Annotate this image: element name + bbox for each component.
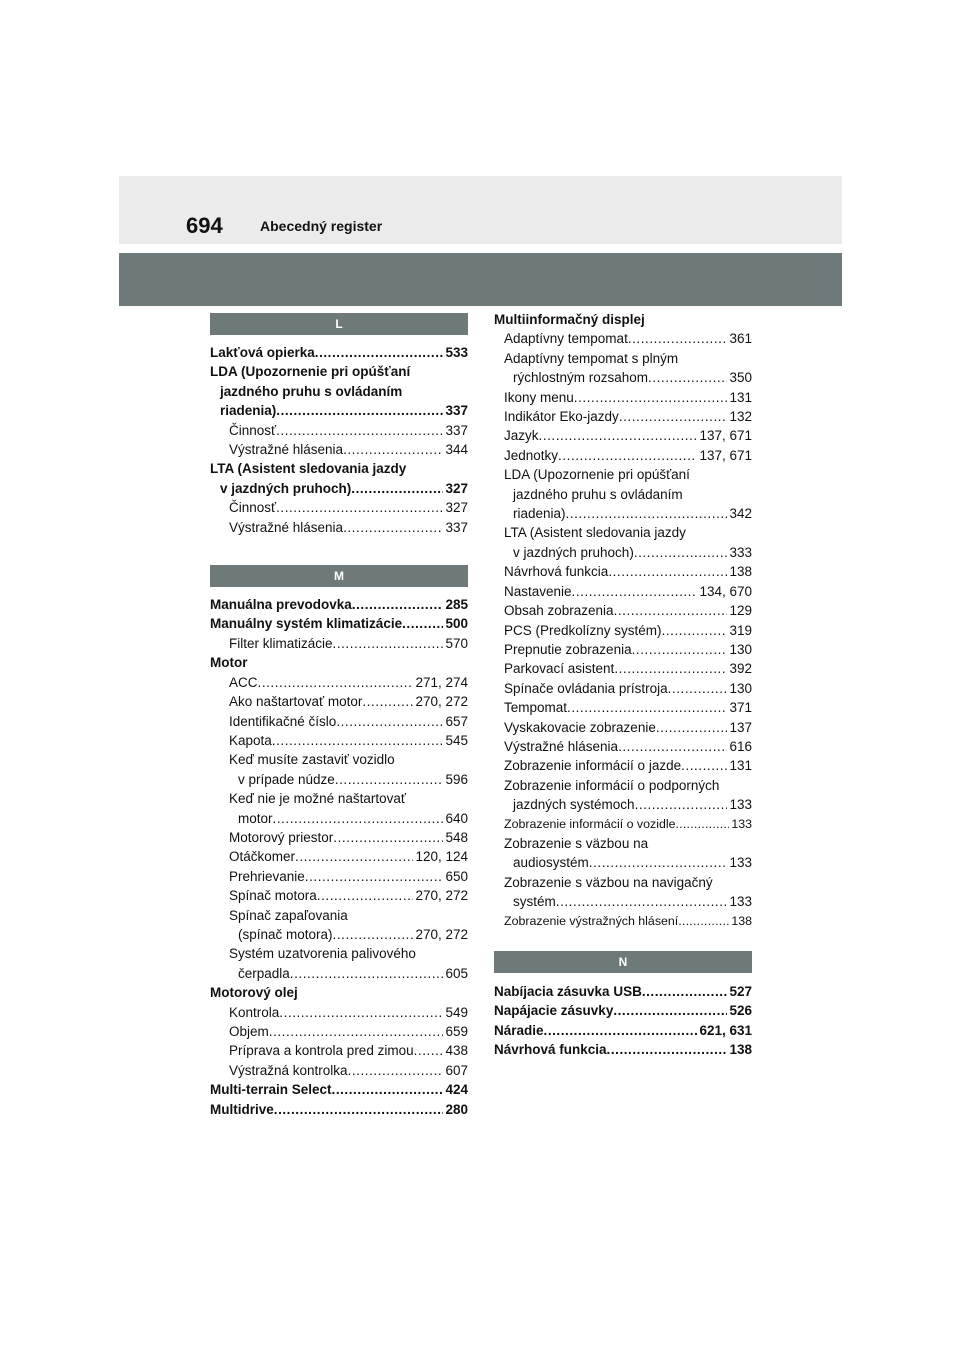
index-subentry: audiosystém . . . 133 xyxy=(494,853,752,872)
index-subentry: (spínač motora) . . . 270, 272 xyxy=(210,925,468,944)
index-entry: Multiinformačný displej xyxy=(494,312,645,327)
index-subentry: v prípade núdze . . . 596 xyxy=(210,770,468,789)
index-subentry: Činnosť . . . 337 xyxy=(210,421,468,440)
index-subentry: riadenia) . . . 342 xyxy=(494,504,752,523)
index-subentry: v jazdných pruhoch) . . . 333 xyxy=(494,543,752,562)
index-subentry: Keď musíte zastaviť vozidlo xyxy=(229,752,395,768)
index-column-right xyxy=(494,310,752,1060)
index-subentry: PCS (Predkolízny systém) . . . 319 xyxy=(494,621,752,640)
index-entry: Manuálny systém klimatizácie . . . 500 xyxy=(210,614,468,633)
index-entry: jazdného pruhu s ovládaním xyxy=(220,383,403,399)
index-subentry: Kapota . . . 545 xyxy=(210,731,468,750)
index-subentry: čerpadla . . . 605 xyxy=(210,964,468,983)
index-entry: riadenia) . . . 337 xyxy=(210,401,468,420)
index-entry: Motor xyxy=(210,655,248,671)
index-subentry: motor . . . 640 xyxy=(210,809,468,828)
header-top-band xyxy=(119,176,842,244)
index-entry: Manuálna prevodovka . . . 285 xyxy=(210,595,468,614)
index-subentry: Zobrazenie informácií o vozidle . . . 133 xyxy=(494,815,752,834)
index-subentry: systém . . . 133 xyxy=(494,892,752,911)
index-subentry: Motorový priestor . . . 548 xyxy=(210,828,468,847)
index-subentry: Tempomat . . . 371 xyxy=(494,698,752,717)
index-entry: Multidrive . . . 280 xyxy=(210,1100,468,1119)
section-title: Abecedný register xyxy=(260,218,383,234)
index-subentry: Zobrazenie výstražných hlásení . . . 138 xyxy=(494,912,752,931)
page-number: 694 xyxy=(186,213,223,238)
index-subentry: Nastavenie . . . 134, 670 xyxy=(494,582,752,601)
index-entry: v jazdných pruhoch) . . . 327 xyxy=(210,479,468,498)
index-entry: LTA (Asistent sledovania jazdy xyxy=(210,461,407,477)
index-subentry: Otáčkomer . . . 120, 124 xyxy=(210,847,468,866)
index-subentry: Výstražné hlásenia . . . 337 xyxy=(210,518,468,537)
index-subentry: Objem . . . 659 xyxy=(210,1022,468,1041)
index-subentry: Výstražné hlásenia . . . 344 xyxy=(210,440,468,459)
index-subentry: rýchlostným rozsahom . . . 350 xyxy=(494,368,752,387)
index-subentry: Ako naštartovať motor . . . 270, 272 xyxy=(210,692,468,711)
index-subentry: Prepnutie zobrazenia . . . 130 xyxy=(494,640,752,659)
index-subentry: jazdných systémoch . . . 133 xyxy=(494,795,752,814)
index-entry: Návrhová funkcia . . . 138 xyxy=(494,1040,752,1059)
index-subentry: Príprava a kontrola pred zimou . . . 438 xyxy=(210,1041,468,1060)
index-subentry: Ikony menu . . . 131 xyxy=(494,388,752,407)
index-column-left xyxy=(210,313,468,1119)
header-band xyxy=(119,253,842,306)
index-subentry: Adaptívny tempomat s plným xyxy=(504,350,679,366)
index-subentry: Systém uzatvorenia palivového xyxy=(229,946,416,962)
index-subentry: Spínač motora . . . 270, 272 xyxy=(210,886,468,905)
index-entry: Napájacie zásuvky . . . 526 xyxy=(494,1001,752,1020)
index-entry: Náradie . . . 621, 631 xyxy=(494,1021,752,1040)
index-subentry: Výstražné hlásenia . . . 616 xyxy=(494,737,752,756)
index-subentry: jazdného pruhu s ovládaním xyxy=(513,486,683,502)
letter-heading-l: L xyxy=(210,313,468,335)
index-entry: LDA (Upozornenie pri opúšťaní xyxy=(210,364,411,380)
index-subentry: Obsah zobrazenia . . . 129 xyxy=(494,601,752,620)
index-subentry: LTA (Asistent sledovania jazdy xyxy=(504,525,686,541)
index-subentry: Adaptívny tempomat . . . 361 xyxy=(494,329,752,348)
index-subentry: Spínače ovládania prístroja . . . 130 xyxy=(494,679,752,698)
index-subentry: Jazyk . . . 137, 671 xyxy=(494,426,752,445)
index-subentry: Zobrazenie s väzbou na navigačný xyxy=(504,874,713,890)
index-subentry: LDA (Upozornenie pri opúšťaní xyxy=(504,467,690,483)
index-entry: Multi-terrain Select . . . 424 xyxy=(210,1080,468,1099)
index-subentry: Filter klimatizácie . . . 570 xyxy=(210,634,468,653)
index-subentry: Spínač zapaľovania xyxy=(229,907,348,923)
index-subentry: Vyskakovacie zobrazenie . . . 137 xyxy=(494,718,752,737)
index-subentry: Činnosť . . . 327 xyxy=(210,498,468,517)
index-subentry: Návrhová funkcia . . . 138 xyxy=(494,562,752,581)
index-entry: Motorový olej xyxy=(210,985,298,1001)
index-subentry: Kontrola . . . 549 xyxy=(210,1003,468,1022)
index-subentry: Zobrazenie informácií o podporných xyxy=(504,777,720,793)
index-entry: Lakťová opierka . . . 533 xyxy=(210,343,468,362)
index-subentry: Keď nie je možné naštartovať xyxy=(229,791,406,807)
index-subentry: ACC . . . 271, 274 xyxy=(210,673,468,692)
index-subentry: Zobrazenie informácií o jazde . . . 131 xyxy=(494,756,752,775)
index-entry: Nabíjacia zásuvka USB . . . 527 xyxy=(494,982,752,1001)
letter-heading-m: M xyxy=(210,565,468,587)
letter-heading-n: N xyxy=(494,951,752,973)
index-subentry: Výstražná kontrolka . . . 607 xyxy=(210,1061,468,1080)
index-subentry: Identifikačné číslo . . . 657 xyxy=(210,712,468,731)
index-subentry: Zobrazenie s väzbou na xyxy=(504,835,649,851)
index-subentry: Parkovací asistent . . . 392 xyxy=(494,659,752,678)
index-subentry: Prehrievanie . . . 650 xyxy=(210,867,468,886)
index-subentry: Jednotky . . . 137, 671 xyxy=(494,446,752,465)
index-subentry: Indikátor Eko-jazdy . . . 132 xyxy=(494,407,752,426)
